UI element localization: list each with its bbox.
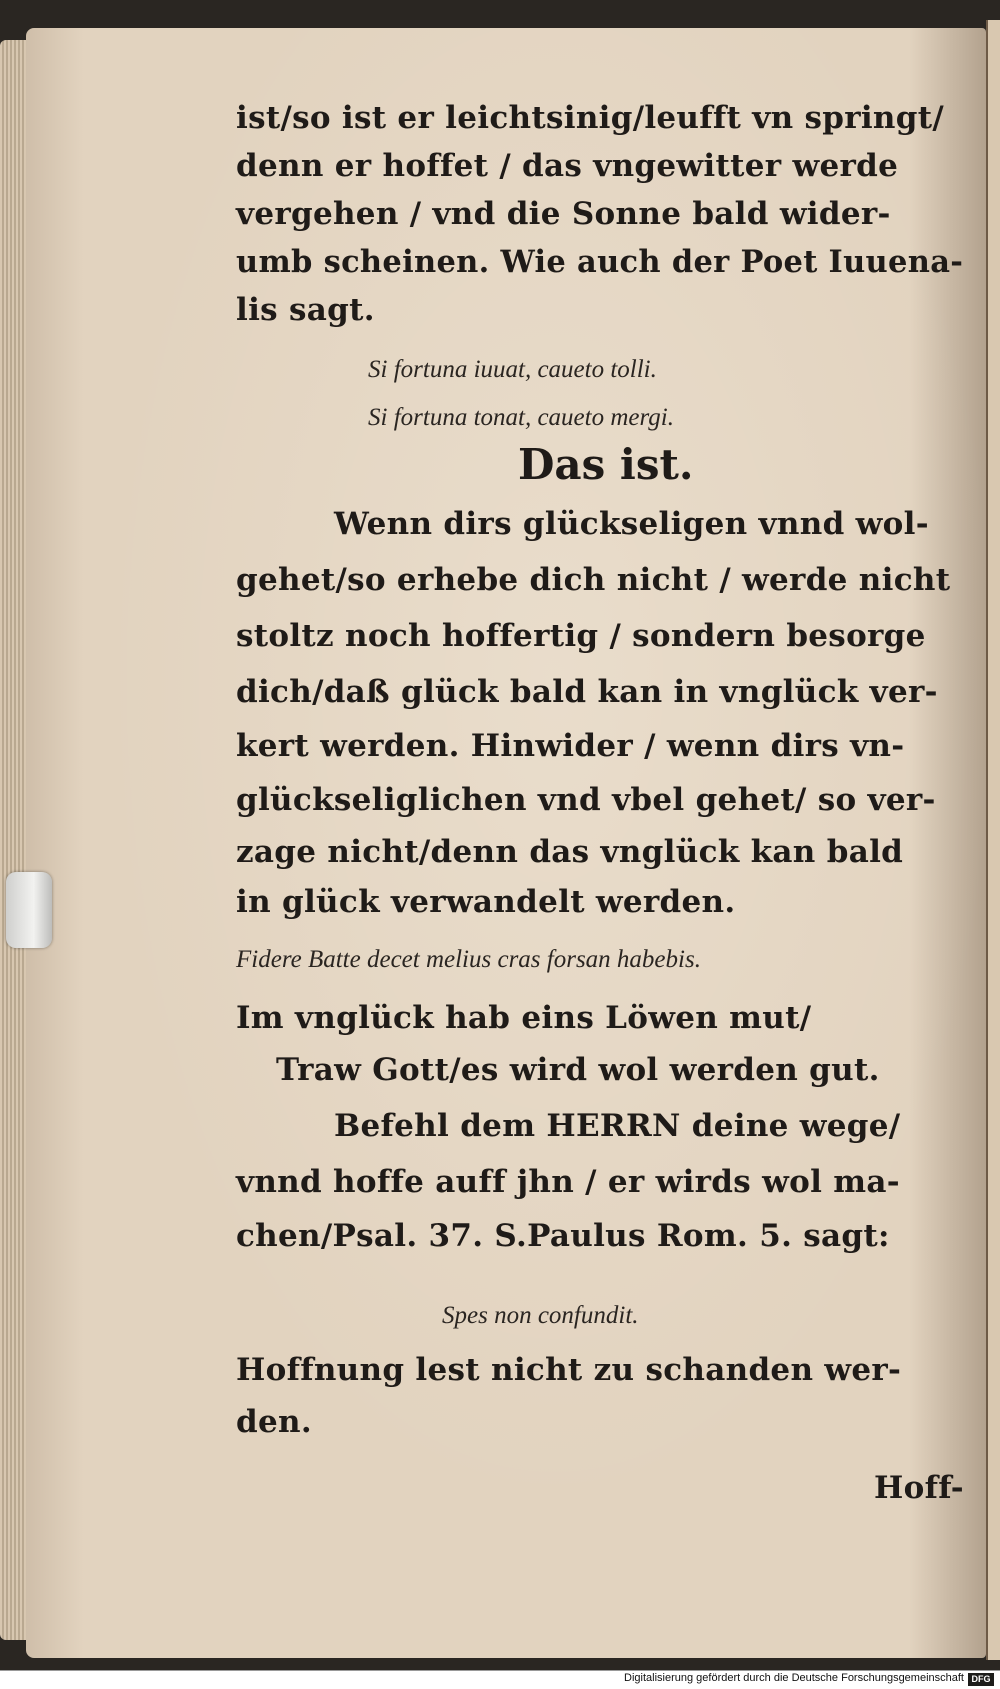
text-line: denn er hoffet / das vngewitter werde: [236, 148, 899, 184]
section-heading: Das ist.: [518, 440, 694, 489]
catchword: Hoff-: [874, 1470, 964, 1506]
text-line: dich/daß glück bald kan in vnglück ver-: [236, 674, 938, 710]
text-line: vnnd hoffe auff jhn / er wirds wol ma-: [236, 1164, 900, 1200]
text-line: chen/Psal. 37. S.Paulus Rom. 5. sagt:: [236, 1218, 890, 1254]
dfg-logo-icon: DFG: [968, 1673, 994, 1686]
text-line: Hoffnung lest nicht zu schanden wer-: [236, 1352, 902, 1388]
text-line: Befehl dem HERRN deine wege/: [334, 1108, 901, 1144]
text-line: gehet/so erhebe dich nicht / werde nicht: [236, 562, 951, 598]
text-line: ist/so ist er leichtsinig/leufft vn springt/: [236, 100, 944, 136]
text-line: vergehen / vnd die Sonne bald wider-: [236, 196, 891, 232]
text-line: zage nicht/denn das vnglück kan bald: [236, 834, 904, 870]
text-line: umb scheinen. Wie auch der Poet Iuuena-: [236, 244, 964, 280]
latin-verse: Fidere Batte decet melius cras forsan habebis.: [236, 946, 701, 973]
latin-verse: Si fortuna tonat, caueto mergi.: [368, 404, 674, 431]
text-line: den.: [236, 1404, 312, 1440]
digitization-footer: [0, 1670, 1000, 1689]
text-line: in glück verwandelt werden.: [236, 884, 736, 920]
text-line: Wenn dirs glückseligen vnnd wol-: [334, 506, 929, 542]
latin-verse: Si fortuna iuuat, caueto tolli.: [368, 356, 657, 383]
text-line: lis sagt.: [236, 292, 375, 328]
text-line: kert werden. Hinwider / wenn dirs vn-: [236, 728, 905, 764]
text-line: stoltz noch hoffertig / sondern besorge: [236, 618, 926, 654]
text-line: Im vnglück hab eins Löwen mut/: [236, 1000, 812, 1036]
footer-credit: Digitalisierung gefördert durch die Deutsche Forschungsgemeinschaft: [624, 1672, 964, 1684]
latin-verse: Spes non confundit.: [442, 1302, 639, 1329]
text-line: glückseliglichen vnd vbel gehet/ so ver-: [236, 782, 936, 818]
text-line: Traw Gott/es wird wol werden gut.: [276, 1052, 880, 1088]
